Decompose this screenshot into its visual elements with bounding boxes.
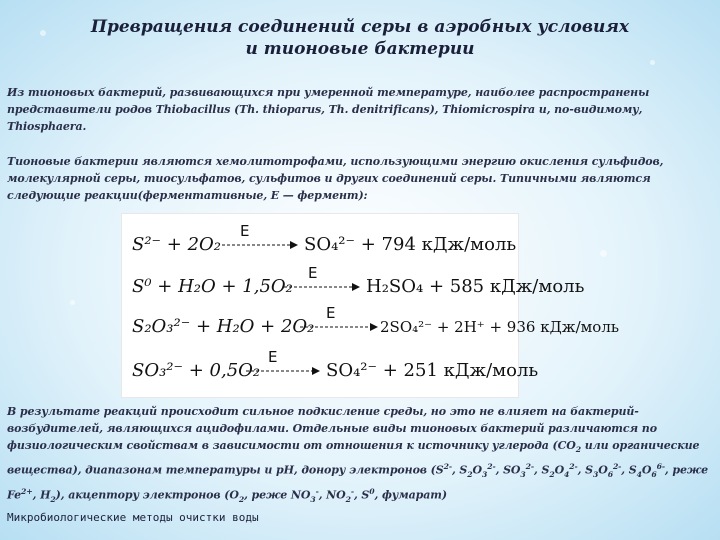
superscript: 0 (369, 487, 375, 497)
text-run: O (598, 463, 608, 477)
text-run: , S (451, 463, 468, 477)
subscript: 6 (651, 470, 657, 480)
equation-1-arrow-head (290, 241, 298, 249)
subscript: 4 (564, 470, 570, 480)
subscript: 2 (50, 494, 56, 504)
background-sparkle (650, 60, 655, 65)
text-run: , S (534, 463, 550, 477)
subscript: 2 (575, 445, 582, 455)
equation-2-left: S⁰ + H₂O + 1,5O₂ (132, 276, 293, 297)
text-run: , реже NO (244, 488, 311, 502)
text-run: , S (621, 463, 637, 477)
slide-footer: Микробиологические методы очистки воды (7, 511, 259, 524)
equation-2-right: H₂SO₄ + 585 кДж/моль (366, 276, 585, 297)
equation-4-arrow-head (312, 367, 320, 375)
superscript: 2- (525, 462, 534, 472)
equation-1-right: SO₄²⁻ + 794 кДж/моль (304, 234, 517, 255)
equation-4-enzyme: E (268, 348, 278, 366)
text-run: O (554, 463, 565, 477)
text-run: ), акцептору электронов (O (55, 488, 239, 502)
text-run: В результате реакций происходит сильное подкисление среды, но это не влияет на бактерий-возбудителей, являющихся ацидофилами. Отдельные виды тионовых бактерий различаются по физиологическим свойствам в зависимости от отношения к источнику углерода (CO (7, 405, 657, 452)
equation-3-enzyme: E (326, 304, 336, 322)
subscript: 2 (345, 494, 351, 504)
equation-1-enzyme: E (240, 222, 250, 240)
equation-3-right: 2SO₄²⁻ + 2H⁺ + 936 кДж/моль (380, 318, 620, 336)
subscript: 3 (592, 470, 599, 480)
slide-title-line-1: Превращения соединений серы в аэробных условиях (90, 17, 630, 37)
subscript: 6 (607, 470, 613, 480)
equation-3-left: S₂O₃²⁻ + H₂O + 2O₂ (132, 316, 315, 337)
superscript: 2+ (21, 487, 33, 497)
equation-4-left: SO₃²⁻ + 0,5O₂ (132, 360, 261, 381)
text-run: , S (353, 488, 370, 502)
equation-2-arrow-head (352, 283, 360, 291)
reaction-equations-svg (122, 214, 620, 397)
subscript: 2 (467, 470, 473, 480)
text-run: , NO (318, 488, 346, 502)
background-sparkle (40, 30, 46, 36)
reaction-equations-figure (121, 213, 620, 398)
text-run: , SO (495, 463, 521, 477)
equation-3-arrow-head (370, 323, 378, 331)
superscript: 2- (443, 462, 452, 472)
superscript: 2- (487, 462, 496, 472)
equation-4-right: SO₄²⁻ + 251 кДж/моль (326, 360, 539, 381)
paragraph-chemolithotrophs: Тионовые бактерии являются хемолитотрофами, использующими энергию окисления сульфидов, молекулярной серы, тиосульфатов, сульфитов и других соединений серы. Типичными являются следующие реакции(ферментативные, Е — фермент): (7, 155, 664, 202)
superscript: 2- (569, 462, 578, 472)
superscript: 6- (656, 462, 665, 472)
slide-title-line-2: и тионовые бактерии (245, 39, 475, 59)
superscript: - (315, 487, 319, 497)
equation-2-enzyme: E (308, 264, 318, 282)
text-run: , S (577, 463, 593, 477)
text-run: или органические вещества), диапазонам температуры и pH, донору электронов (S (7, 439, 700, 477)
superscript: - (350, 487, 354, 497)
paragraph-genera: Из тионовых бактерий, развивающихся при умеренной температуре, наиболее распространены представители родов Thiobacillus (Th. thioparus, Th. denitrificans), Thiomicrospira и, по-видимому, Thiosphaera. (7, 86, 650, 133)
subscript: 2 (549, 470, 555, 480)
slide-title (60, 16, 660, 60)
text-run: , H (32, 488, 51, 502)
equation-1-left: S²⁻ + 2O₂ (132, 234, 221, 255)
subscript: 3 (310, 494, 316, 504)
text-run: , фумарат) (374, 488, 447, 502)
subscript: 2 (238, 494, 245, 504)
paragraph-acidification (7, 403, 715, 508)
background-sparkle (600, 250, 607, 257)
text-run: O (472, 463, 483, 477)
text-run: O (641, 463, 652, 477)
superscript: 2- (612, 462, 622, 472)
text-run: , реже Fe (7, 463, 709, 502)
subscript: 3 (520, 470, 526, 480)
subscript: 4 (636, 470, 642, 480)
background-sparkle (70, 300, 75, 305)
subscript: 3 (482, 470, 488, 480)
